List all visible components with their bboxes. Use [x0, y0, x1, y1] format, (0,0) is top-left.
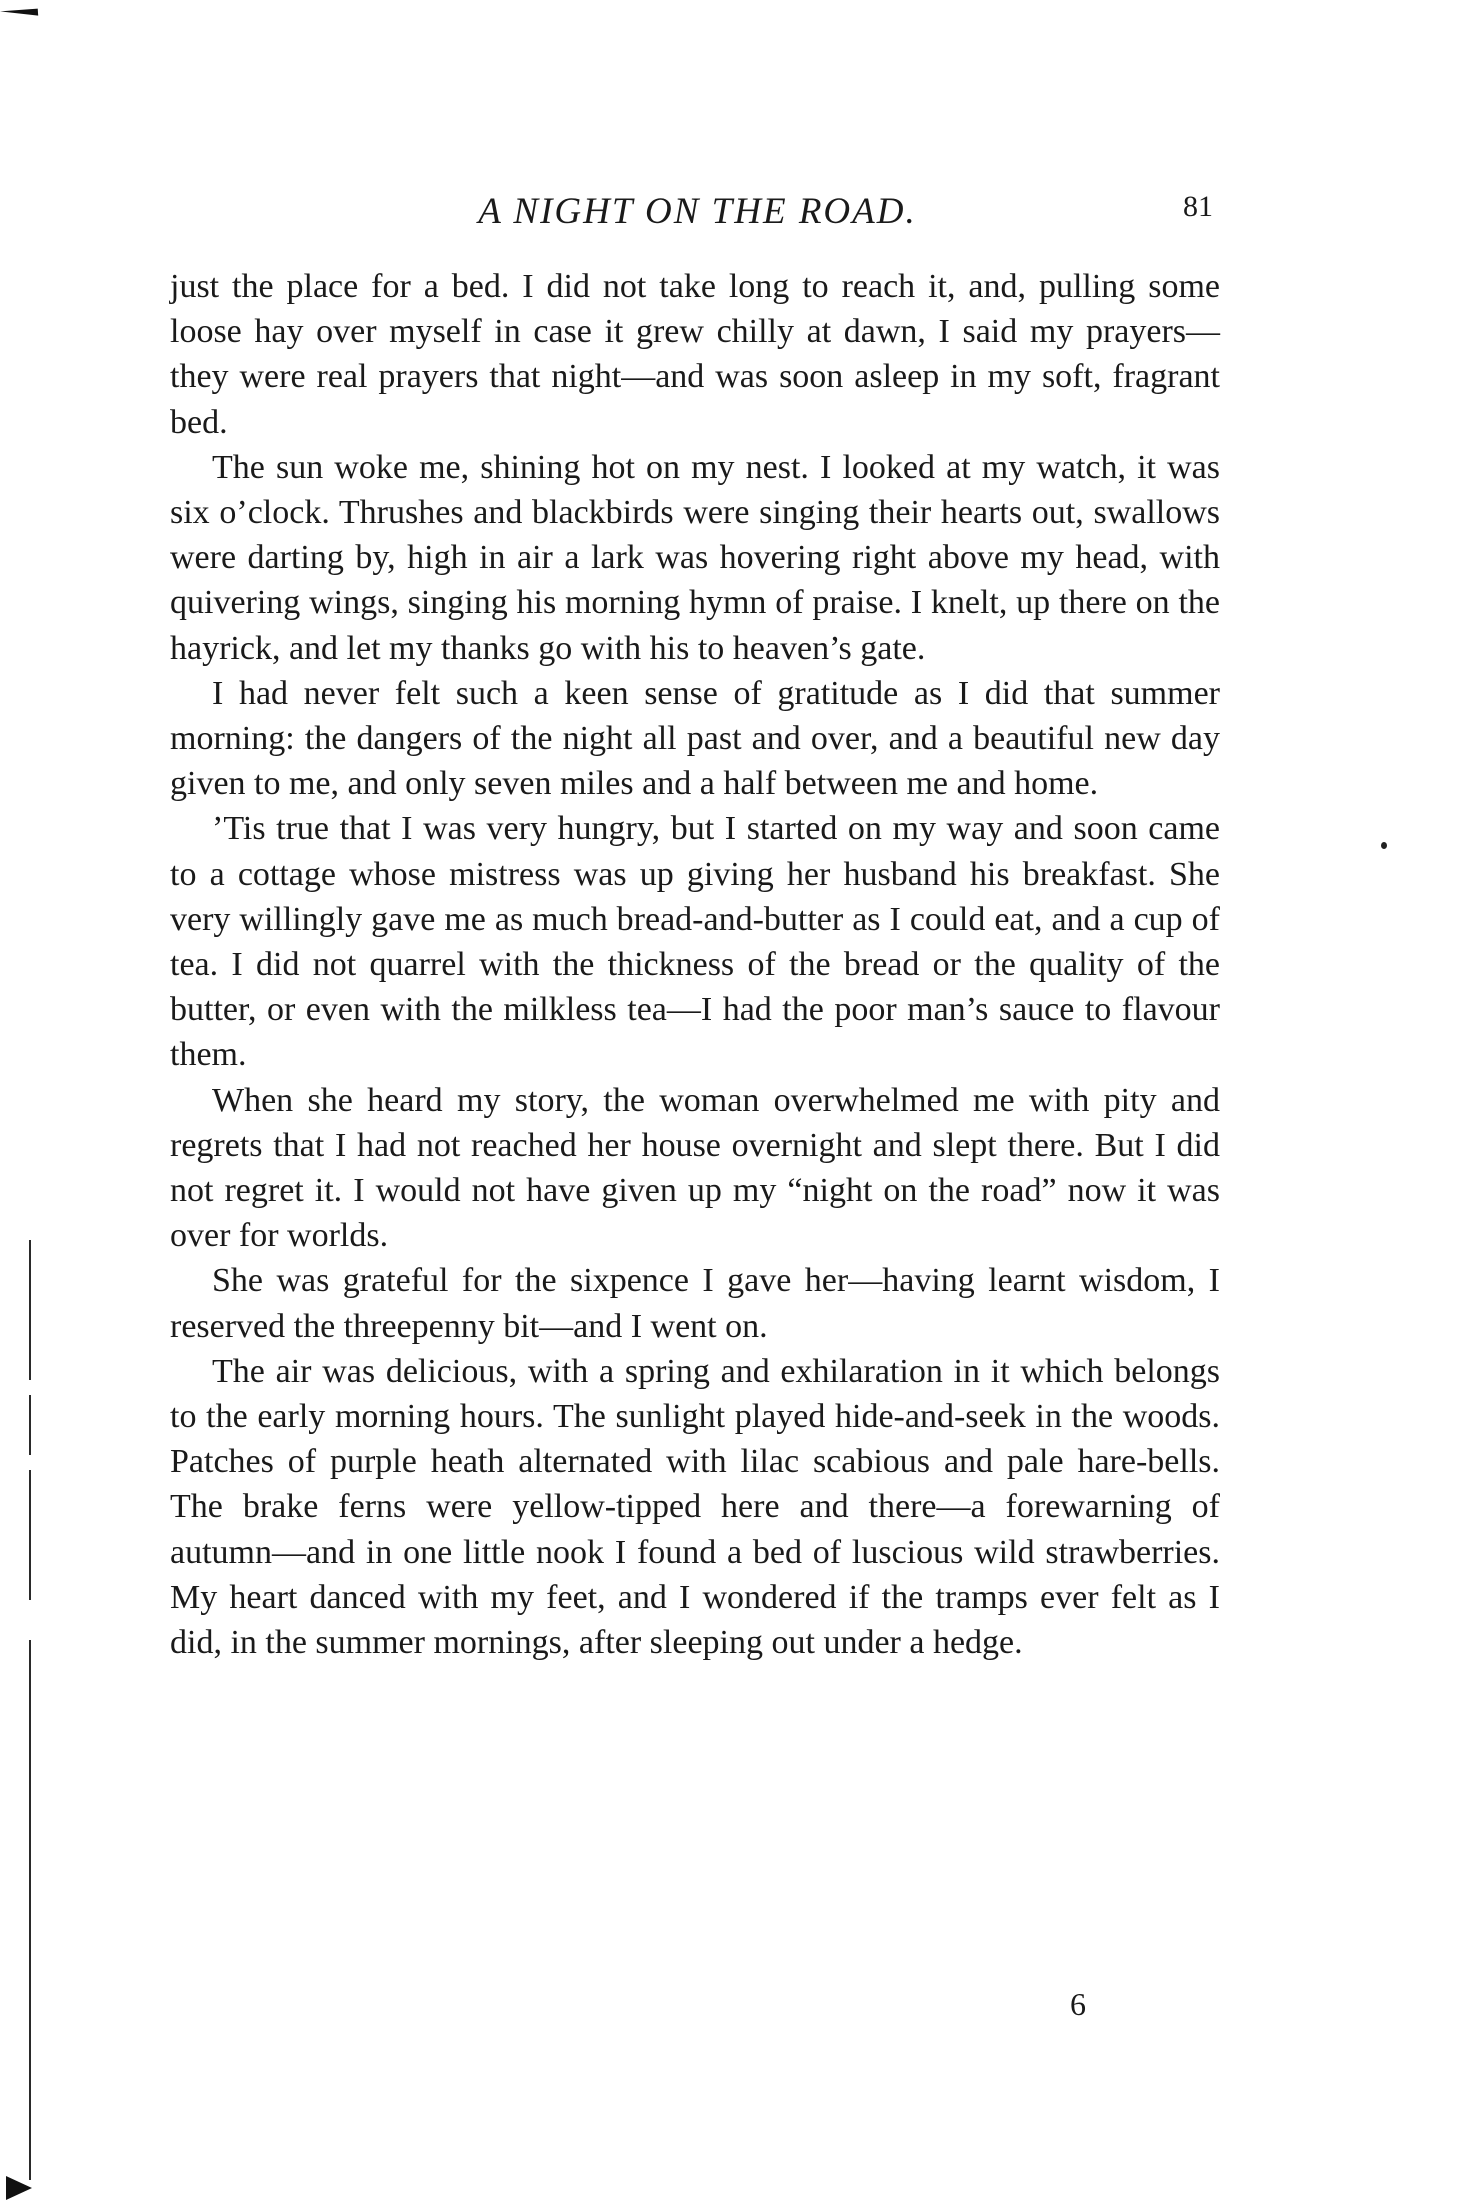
ink-speck: [1381, 842, 1387, 849]
paragraph: ’Tis true that I was very hungry, but I started on my way and soon came to a cottage whose mistress was up giving her husband his breakfast. She very willingly gave me as much bread-and-butter as I could eat, and a cup of tea. I did not quarrel with the thickness of the bread or the quality of the butter, or even with the milkless tea—I had the poor man’s sauce to flavour them.: [170, 810, 1220, 1074]
paragraph: just the place for a bed. I did not take long to reach it, and, pulling some loose hay over myself in case it grew chilly at dawn, I said my prayers—they were real prayers that night—and was soon asleep in my soft, fragrant bed.: [170, 268, 1220, 441]
paragraph: I had never felt such a keen sense of gratitude as I did that summer morning: the dangers of the night all past and over, and a beautiful new day given to me, and only seven miles and a half between me and home.: [170, 674, 1220, 803]
scan-margin-line: [29, 1470, 31, 1600]
paragraph: She was grateful for the sixpence I gave her—having learnt wisdom, I reserved the threepenny bit—and I went on.: [170, 1262, 1220, 1345]
scan-margin-line: [29, 1240, 31, 1380]
scan-corner-arrow: [6, 2176, 32, 2200]
body-text: [170, 264, 1220, 1665]
paragraph: When she heard my story, the woman overwhelmed me with pity and regrets that I had not reached her house overnight and slept there. But I did not regret it. I would not have given up my “night on the road” now it was over for worlds.: [170, 1081, 1220, 1255]
signature-mark: 6: [1070, 1986, 1086, 2022]
page-number: 81: [1183, 190, 1213, 223]
paragraph: The sun woke me, shining hot on my nest. I looked at my watch, it was six o’clock. Thrushes and blackbirds were singing their hearts out, swallows were darting by, high in air a lark was hovering right above my head, with quivering wings, singing his morning hymn of praise. I knelt, up there on the hayrick, and let my thanks go with his to heaven’s gate.: [170, 448, 1220, 667]
running-title: A NIGHT ON THE ROAD.: [478, 191, 917, 232]
scan-corner-mark: [0, 9, 38, 19]
page-header: [170, 190, 1225, 238]
paragraph: The air was delicious, with a spring and exhilaration in it which belongs to the early morning hours. The sunlight played hide-and-seek in the woods. Patches of purple heath alternated with lilac scabious and pale hare-bells. The brake ferns were yellow-tipped here and there—a forewarning of autumn—and in one little nook I found a bed of luscious wild strawberries. My heart danced with my feet, and I wondered if the tramps ever felt as I did, in the summer mornings, after sleeping out under a hedge.: [170, 1352, 1220, 1662]
scan-margin-line: [29, 1395, 31, 1455]
scan-margin-line: [29, 1640, 31, 2180]
